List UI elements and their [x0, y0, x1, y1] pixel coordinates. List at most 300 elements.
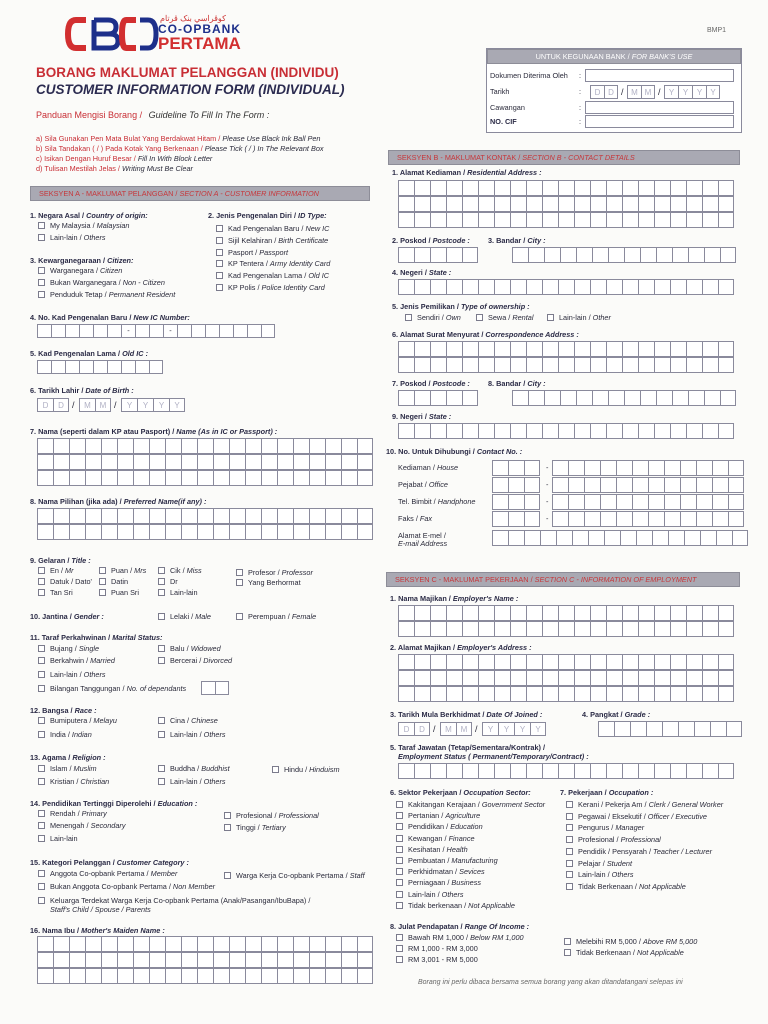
input-cell[interactable] — [686, 605, 702, 621]
input-cell[interactable] — [702, 279, 718, 295]
input-cell[interactable] — [37, 968, 53, 984]
input-cell[interactable] — [686, 621, 702, 637]
input-cell[interactable] — [414, 390, 430, 406]
input-cell[interactable] — [53, 524, 69, 540]
input-cell[interactable] — [718, 605, 734, 621]
input-cell[interactable] — [494, 341, 510, 357]
input-cell[interactable] — [718, 341, 734, 357]
checkbox-icon[interactable] — [38, 835, 45, 842]
input-cell[interactable] — [37, 454, 53, 470]
input-cell[interactable] — [430, 196, 446, 212]
checkbox-icon[interactable] — [158, 778, 165, 785]
input-cell[interactable] — [510, 686, 526, 702]
state-field[interactable] — [398, 279, 734, 295]
input-cell[interactable] — [462, 621, 478, 637]
input-cell[interactable] — [37, 360, 51, 374]
input-cell[interactable] — [702, 763, 718, 779]
input-cell[interactable] — [558, 423, 574, 439]
input-cell[interactable] — [680, 511, 696, 527]
title-option[interactable]: Yang Berhormat — [236, 578, 301, 588]
input-cell[interactable] — [574, 686, 590, 702]
income-option[interactable]: Melebihi RM 5,000 / Above RM 5,000 — [564, 937, 697, 947]
income-option[interactable]: RM 1,000 - RM 3,000 — [396, 944, 478, 954]
income-option[interactable]: Bawah RM 1,000 / Below RM 1,000 — [396, 933, 524, 943]
input-cell[interactable] — [688, 247, 704, 263]
input-cell[interactable] — [670, 196, 686, 212]
join-year-field[interactable]: Y Y Y Y — [482, 722, 546, 736]
input-cell[interactable] — [616, 494, 632, 510]
input-cell[interactable] — [590, 605, 606, 621]
input-cell[interactable] — [398, 180, 414, 196]
input-cell[interactable] — [592, 247, 608, 263]
input-cell[interactable] — [309, 470, 325, 486]
employer-address-row[interactable] — [398, 654, 734, 670]
input-cell[interactable] — [398, 605, 414, 621]
input-cell[interactable] — [606, 341, 622, 357]
input-cell[interactable] — [69, 952, 85, 968]
input-cell[interactable] — [512, 247, 528, 263]
input-cell[interactable] — [85, 438, 101, 454]
input-cell[interactable] — [309, 952, 325, 968]
fax-number[interactable] — [552, 511, 744, 527]
input-cell[interactable] — [245, 470, 261, 486]
input-cell[interactable] — [213, 524, 229, 540]
input-cell[interactable] — [213, 936, 229, 952]
input-cell[interactable] — [716, 530, 732, 546]
input-cell[interactable] — [117, 454, 133, 470]
input-cell[interactable] — [478, 341, 494, 357]
input-cell[interactable] — [654, 180, 670, 196]
input-cell[interactable] — [638, 212, 654, 228]
input-cell[interactable] — [558, 654, 574, 670]
input-cell[interactable] — [588, 530, 604, 546]
category-option[interactable]: Warga Kerja Co-opbank Pertama / Staff — [224, 871, 365, 881]
input-cell[interactable] — [446, 390, 462, 406]
checkbox-icon[interactable] — [272, 766, 279, 773]
join-day-field[interactable]: D D — [398, 722, 430, 736]
input-cell[interactable] — [638, 670, 654, 686]
input-cell[interactable] — [478, 279, 494, 295]
input-cell[interactable] — [622, 423, 638, 439]
checkbox-icon[interactable] — [396, 812, 403, 819]
checkbox-icon[interactable] — [38, 567, 45, 574]
input-cell[interactable] — [560, 390, 576, 406]
input-cell[interactable] — [165, 936, 181, 952]
input-cell[interactable] — [494, 196, 510, 212]
checkbox-icon[interactable] — [396, 823, 403, 830]
input-cell[interactable] — [430, 654, 446, 670]
input-cell[interactable] — [492, 460, 508, 476]
input-cell[interactable] — [508, 460, 524, 476]
input-cell[interactable] — [165, 968, 181, 984]
input-cell[interactable] — [526, 423, 542, 439]
input-cell[interactable] — [309, 454, 325, 470]
input-cell[interactable] — [542, 196, 558, 212]
input-cell[interactable] — [277, 936, 293, 952]
checkbox-icon[interactable] — [566, 813, 573, 820]
input-cell[interactable] — [686, 196, 702, 212]
mother-name-row[interactable] — [37, 968, 373, 984]
input-cell[interactable] — [670, 423, 686, 439]
input-cell[interactable] — [510, 605, 526, 621]
input-cell[interactable] — [430, 605, 446, 621]
input-cell[interactable] — [622, 196, 638, 212]
input-cell[interactable] — [590, 621, 606, 637]
input-cell[interactable] — [85, 508, 101, 524]
input-cell[interactable] — [640, 247, 656, 263]
input-cell[interactable] — [696, 460, 712, 476]
input-cell[interactable] — [325, 524, 341, 540]
input-cell[interactable] — [261, 454, 277, 470]
input-cell[interactable] — [680, 494, 696, 510]
input-cell[interactable] — [325, 454, 341, 470]
checkbox-icon[interactable] — [158, 567, 165, 574]
input-cell[interactable] — [213, 454, 229, 470]
input-cell[interactable] — [694, 721, 710, 737]
checkbox-icon[interactable] — [99, 567, 106, 574]
input-cell[interactable] — [277, 524, 293, 540]
input-cell[interactable] — [446, 279, 462, 295]
input-cell[interactable] — [606, 357, 622, 373]
input-cell[interactable] — [654, 212, 670, 228]
input-cell[interactable] — [37, 524, 53, 540]
preferred-name-row[interactable] — [37, 524, 373, 540]
input-cell[interactable] — [616, 477, 632, 493]
input-cell[interactable]: - — [121, 324, 135, 338]
input-cell[interactable] — [398, 357, 414, 373]
input-cell[interactable] — [712, 460, 728, 476]
input-cell[interactable] — [309, 524, 325, 540]
input-cell[interactable] — [261, 524, 277, 540]
name-field-row[interactable] — [37, 438, 373, 454]
input-cell[interactable] — [69, 968, 85, 984]
checkbox-icon[interactable] — [216, 237, 223, 244]
input-cell[interactable] — [600, 511, 616, 527]
input-cell[interactable] — [261, 324, 275, 338]
input-cell[interactable] — [654, 605, 670, 621]
input-cell[interactable] — [446, 670, 462, 686]
input-cell[interactable] — [446, 423, 462, 439]
correspondence-address-row[interactable] — [398, 341, 734, 357]
residential-address-row[interactable] — [398, 180, 734, 196]
education-option[interactable]: Menengah / Secondary — [38, 821, 125, 831]
input-cell[interactable] — [702, 196, 718, 212]
input-cell[interactable] — [117, 936, 133, 952]
input-cell[interactable] — [357, 952, 373, 968]
input-cell[interactable] — [638, 357, 654, 373]
checkbox-icon[interactable] — [405, 314, 412, 321]
input-cell[interactable] — [664, 494, 680, 510]
input-cell[interactable] — [446, 196, 462, 212]
input-cell[interactable] — [430, 279, 446, 295]
input-cell[interactable] — [542, 763, 558, 779]
input-cell[interactable] — [462, 212, 478, 228]
checkbox-icon[interactable] — [566, 848, 573, 855]
input-cell[interactable] — [430, 357, 446, 373]
input-cell[interactable] — [510, 196, 526, 212]
input-cell[interactable] — [219, 324, 233, 338]
mother-name-row[interactable] — [37, 936, 373, 952]
input-cell[interactable] — [696, 511, 712, 527]
input-cell[interactable] — [261, 470, 277, 486]
input-cell[interactable] — [606, 423, 622, 439]
input-cell[interactable] — [357, 968, 373, 984]
input-cell[interactable] — [670, 686, 686, 702]
occupation-option[interactable]: Pelajar / Student — [566, 859, 632, 869]
race-option[interactable]: Bumiputera / Melayu — [38, 716, 117, 726]
input-cell[interactable] — [590, 423, 606, 439]
input-cell[interactable] — [686, 357, 702, 373]
input-cell[interactable] — [670, 212, 686, 228]
input-cell[interactable] — [492, 511, 508, 527]
input-cell[interactable] — [213, 508, 229, 524]
input-cell[interactable] — [277, 470, 293, 486]
education-option[interactable]: Lain-lain — [38, 834, 78, 844]
input-cell[interactable] — [37, 952, 53, 968]
input-cell[interactable] — [670, 180, 686, 196]
input-cell[interactable] — [398, 423, 414, 439]
input-cell[interactable] — [622, 357, 638, 373]
input-cell[interactable] — [69, 438, 85, 454]
a-q3-option[interactable]: Warganegara / Citizen — [38, 266, 122, 276]
input-cell[interactable] — [229, 508, 245, 524]
name-field-row[interactable] — [37, 470, 373, 486]
input-cell[interactable] — [414, 621, 430, 637]
input-cell[interactable] — [542, 423, 558, 439]
input-cell[interactable] — [686, 212, 702, 228]
input-cell[interactable] — [398, 763, 414, 779]
input-cell[interactable] — [261, 438, 277, 454]
input-cell[interactable] — [53, 438, 69, 454]
checkbox-icon[interactable] — [396, 879, 403, 886]
checkbox-icon[interactable] — [396, 868, 403, 875]
input-cell[interactable] — [462, 180, 478, 196]
input-cell[interactable] — [510, 423, 526, 439]
input-cell[interactable] — [309, 508, 325, 524]
input-cell[interactable] — [149, 508, 165, 524]
input-cell[interactable] — [542, 686, 558, 702]
input-cell[interactable] — [590, 670, 606, 686]
input-cell[interactable] — [702, 341, 718, 357]
input-cell[interactable] — [622, 279, 638, 295]
input-cell[interactable] — [696, 477, 712, 493]
input-cell[interactable] — [600, 477, 616, 493]
input-cell[interactable] — [462, 247, 478, 263]
input-cell[interactable] — [197, 454, 213, 470]
checkbox-icon[interactable] — [38, 671, 45, 678]
input-cell[interactable] — [542, 654, 558, 670]
input-cell[interactable] — [53, 470, 69, 486]
sector-option[interactable]: Tidak berkenaan / Not Applicable — [396, 901, 515, 911]
title-option[interactable]: Datin — [99, 577, 128, 587]
input-cell[interactable] — [341, 952, 357, 968]
input-cell[interactable] — [664, 477, 680, 493]
input-cell[interactable] — [648, 511, 664, 527]
input-cell[interactable] — [686, 654, 702, 670]
input-cell[interactable] — [686, 279, 702, 295]
fax-area[interactable] — [492, 511, 540, 527]
input-cell[interactable] — [37, 324, 51, 338]
input-cell[interactable] — [261, 508, 277, 524]
input-cell[interactable] — [65, 324, 79, 338]
input-cell[interactable] — [526, 212, 542, 228]
input-cell[interactable] — [704, 390, 720, 406]
employer-address-row[interactable] — [398, 686, 734, 702]
input-cell[interactable] — [341, 438, 357, 454]
input-cell[interactable] — [584, 511, 600, 527]
input-cell[interactable] — [446, 212, 462, 228]
ownership-option[interactable]: Sendiri / Own — [405, 313, 461, 323]
input-cell[interactable] — [181, 524, 197, 540]
input-cell[interactable] — [654, 686, 670, 702]
input-cell[interactable] — [526, 196, 542, 212]
input-cell[interactable] — [341, 454, 357, 470]
input-cell[interactable] — [107, 360, 121, 374]
input-cell[interactable] — [492, 477, 508, 493]
input-cell[interactable] — [149, 360, 163, 374]
input-cell[interactable] — [135, 324, 149, 338]
input-cell[interactable] — [670, 605, 686, 621]
input-cell[interactable] — [398, 196, 414, 212]
input-cell[interactable] — [542, 212, 558, 228]
gender-option[interactable]: Lelaki / Male — [158, 612, 211, 622]
bank-date-month[interactable]: M M — [627, 85, 655, 99]
input-cell[interactable] — [494, 212, 510, 228]
input-cell[interactable] — [357, 454, 373, 470]
input-cell[interactable] — [606, 763, 622, 779]
input-cell[interactable] — [398, 247, 414, 263]
input-cell[interactable] — [672, 247, 688, 263]
input-cell[interactable] — [133, 952, 149, 968]
input-cell[interactable] — [574, 212, 590, 228]
checkbox-icon[interactable] — [158, 589, 165, 596]
email-field[interactable] — [492, 530, 748, 546]
input-cell[interactable] — [702, 180, 718, 196]
input-cell[interactable] — [165, 438, 181, 454]
input-cell[interactable] — [590, 180, 606, 196]
checkbox-icon[interactable] — [158, 731, 165, 738]
residential-address-row[interactable] — [398, 196, 734, 212]
checkbox-icon[interactable] — [158, 765, 165, 772]
input-cell[interactable] — [622, 341, 638, 357]
input-cell[interactable] — [414, 686, 430, 702]
title-option[interactable]: Tan Sri — [38, 588, 73, 598]
sector-option[interactable]: Kakitangan Kerajaan / Government Sector — [396, 800, 545, 810]
marital-option[interactable]: Berkahwin / Married — [38, 656, 115, 666]
input-cell[interactable] — [53, 936, 69, 952]
input-cell[interactable] — [606, 180, 622, 196]
input-cell[interactable] — [79, 360, 93, 374]
checkbox-icon[interactable] — [38, 222, 45, 229]
input-cell[interactable] — [37, 508, 53, 524]
input-cell[interactable] — [712, 477, 728, 493]
old-ic-field[interactable] — [37, 360, 163, 374]
a-q2-option[interactable]: Kad Pengenalan Baru / New IC — [216, 224, 329, 234]
checkbox-icon[interactable] — [38, 685, 45, 692]
checkbox-icon[interactable] — [216, 260, 223, 267]
input-cell[interactable] — [524, 460, 540, 476]
input-cell[interactable] — [357, 936, 373, 952]
input-cell[interactable] — [606, 621, 622, 637]
input-cell[interactable] — [648, 477, 664, 493]
input-cell[interactable] — [720, 247, 736, 263]
occupation-option[interactable]: Pegawai / Eksekutif / Officer / Executive — [566, 812, 707, 822]
input-cell[interactable] — [177, 324, 191, 338]
income-option[interactable]: Tidak Berkenaan / Not Applicable — [564, 948, 684, 958]
input-cell[interactable] — [542, 621, 558, 637]
input-cell[interactable] — [574, 605, 590, 621]
input-cell[interactable] — [606, 605, 622, 621]
input-cell[interactable] — [277, 952, 293, 968]
input-cell[interactable] — [662, 721, 678, 737]
input-cell[interactable] — [606, 212, 622, 228]
input-cell[interactable] — [524, 511, 540, 527]
input-cell[interactable] — [702, 423, 718, 439]
input-cell[interactable] — [229, 470, 245, 486]
input-cell[interactable] — [638, 621, 654, 637]
input-cell[interactable] — [668, 530, 684, 546]
input-cell[interactable] — [510, 341, 526, 357]
checkbox-icon[interactable] — [38, 717, 45, 724]
input-cell[interactable] — [446, 621, 462, 637]
input-cell[interactable] — [165, 454, 181, 470]
title-option[interactable]: En / Mr — [38, 566, 74, 576]
occupation-option[interactable]: Pendidik / Pensyarah / Teacher / Lecturer — [566, 847, 712, 857]
marital-option[interactable]: Balu / Widowed — [158, 644, 221, 654]
a-q2-option[interactable]: Kad Pengenalan Lama / Old IC — [216, 271, 329, 281]
input-cell[interactable] — [606, 686, 622, 702]
checkbox-icon[interactable] — [38, 822, 45, 829]
input-cell[interactable] — [229, 952, 245, 968]
input-cell[interactable] — [37, 470, 53, 486]
input-cell[interactable] — [638, 180, 654, 196]
input-cell[interactable] — [574, 621, 590, 637]
input-cell[interactable] — [494, 605, 510, 621]
input-cell[interactable] — [702, 212, 718, 228]
marital-option[interactable]: Lain-lain / Others — [38, 670, 106, 680]
input-cell[interactable] — [646, 721, 662, 737]
checkbox-icon[interactable] — [396, 934, 403, 941]
input-cell[interactable] — [574, 763, 590, 779]
input-cell[interactable] — [85, 952, 101, 968]
input-cell[interactable] — [51, 324, 65, 338]
bank-date-field[interactable]: D D — [590, 85, 618, 99]
input-cell[interactable] — [93, 324, 107, 338]
checkbox-icon[interactable] — [38, 778, 45, 785]
religion-option[interactable]: Buddha / Buddhist — [158, 764, 230, 774]
input-cell[interactable] — [654, 654, 670, 670]
input-cell[interactable] — [478, 423, 494, 439]
input-cell[interactable] — [309, 438, 325, 454]
input-cell[interactable] — [446, 686, 462, 702]
a-q2-option[interactable]: KP Tentera / Army Identity Card — [216, 259, 330, 269]
checkbox-icon[interactable] — [396, 945, 403, 952]
input-cell[interactable] — [704, 247, 720, 263]
input-cell[interactable] — [552, 511, 568, 527]
checkbox-icon[interactable] — [38, 657, 45, 664]
occupation-option[interactable]: Profesional / Professional — [566, 835, 661, 845]
checkbox-icon[interactable] — [236, 613, 243, 620]
input-cell[interactable] — [325, 470, 341, 486]
input-cell[interactable] — [670, 279, 686, 295]
input-cell[interactable] — [636, 530, 652, 546]
input-cell[interactable] — [446, 763, 462, 779]
input-cell[interactable] — [632, 494, 648, 510]
input-cell[interactable] — [462, 763, 478, 779]
input-cell[interactable] — [181, 470, 197, 486]
input-cell[interactable] — [702, 621, 718, 637]
marital-option[interactable]: Bujang / Single — [38, 644, 99, 654]
